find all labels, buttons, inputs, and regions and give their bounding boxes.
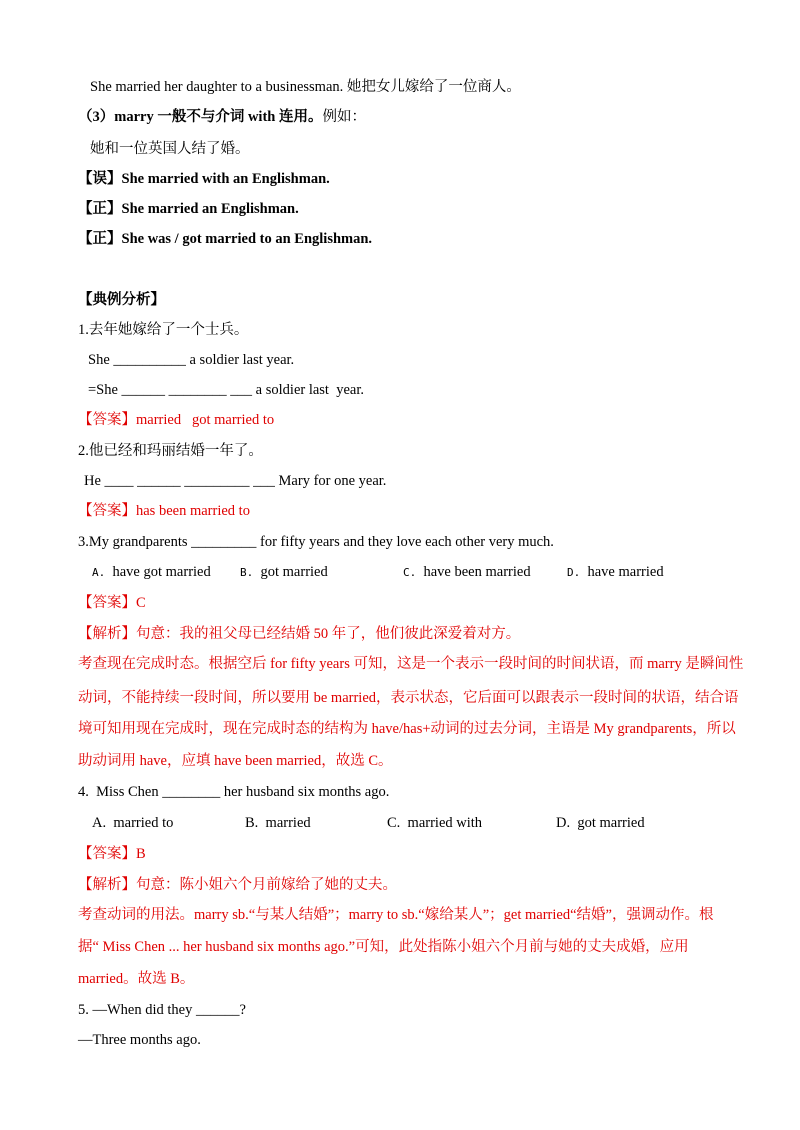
option-letter: D. [556, 815, 571, 831]
right-example-1: 【正】She married an Englishman. [78, 201, 299, 217]
q4-option-a [92, 814, 173, 832]
option-text: married [265, 815, 311, 831]
q3-analysis-line: 境可知用现在完成时，现在完成时态的结构为 have/has+动词的过去分词，主语是 My grandparents，所以 [78, 721, 736, 737]
q3-analysis-line: 考查现在完成时态。根据空后 for fifty years 可知，这是一个表示一段时间的时间状语，而 marry 是瞬间性 [78, 656, 744, 672]
option-text: got married [260, 564, 328, 580]
rule-3 [78, 108, 366, 126]
q3-option-c [403, 563, 531, 582]
q3-analysis-line: 助动词用 have，应填 have been married，故选 C。 [78, 753, 393, 769]
rule-3-text: （3）marry 一般不与介词 with 连用。 [78, 109, 323, 125]
option-text: have been married [423, 564, 531, 580]
q1-line1: She __________ a soldier last year. [88, 352, 295, 368]
option-letter: C. [403, 566, 417, 579]
q4-option-c [387, 814, 482, 832]
option-text: got married [577, 815, 645, 831]
q1-stem: 1.去年她嫁给了一个士兵。 [78, 322, 249, 338]
q4-analysis-line: 【解析】句意：陈小姐六个月前嫁给了她的丈夫。 [78, 877, 397, 893]
right-example-2: 【正】She was / got married to an Englishman. [78, 231, 373, 247]
option-letter: B. [245, 815, 259, 831]
section-title: 【典例分析】 [78, 292, 165, 308]
option-letter: C. [387, 815, 401, 831]
q4-option-b [245, 814, 311, 832]
option-letter: D. [567, 566, 581, 579]
q3-analysis-line: 【解析】句意：我的祖父母已经结婚 50 年了，他们彼此深爱着对方。 [78, 626, 521, 642]
q4-answer: 【答案】B [78, 846, 146, 862]
q5-line1: 5. —When did they ______? [78, 1002, 246, 1018]
option-text: have married [587, 564, 664, 580]
q3-analysis-line: 动词，不能持续一段时间，所以要用 be married，表示状态，它后面可以跟表示一段时间的状语，结合语 [78, 690, 739, 706]
option-text: married to [113, 815, 174, 831]
q3-option-a [92, 563, 211, 582]
q3-stem: 3.My grandparents _________ for fifty years and they love each other very much. [78, 534, 554, 550]
option-text: have got married [112, 564, 211, 580]
q2-answer: 【答案】has been married to [78, 503, 250, 519]
q4-stem: 4. Miss Chen ________ her husband six months ago. [78, 784, 390, 800]
q4-analysis-line: married。故选 B。 [78, 971, 195, 987]
q2-stem: 2.他已经和玛丽结婚一年了。 [78, 443, 263, 459]
q3-option-d [567, 563, 664, 582]
q4-analysis-line: 据“ Miss Chen ... her husband six months ago.”可知，此处指陈小姐六个月前与她的丈夫成婚，应用 [78, 939, 689, 955]
q3-option-b [240, 563, 328, 582]
option-text: married with [407, 815, 483, 831]
cn-sentence: 她和一位英国人结了婚。 [90, 141, 250, 157]
q4-analysis-line: 考查动词的用法。marry sb.“与某人结婚”；marry to sb.“嫁给某人”；get married“结婚”，强调动作。根 [78, 907, 714, 923]
rule-3-suffix: 例如： [322, 109, 366, 125]
option-letter: A. [92, 815, 107, 831]
q4-option-d [556, 814, 645, 832]
example-sentence: She married her daughter to a businessman. 她把女儿嫁给了一位商人。 [90, 79, 521, 95]
q1-line2: =She ______ ________ ___ a soldier last year. [88, 382, 364, 398]
q1-answer: 【答案】married got married to [78, 412, 275, 428]
option-letter: A. [92, 566, 106, 579]
q5-line2: —Three months ago. [78, 1032, 201, 1048]
wrong-example: 【误】She married with an Englishman. [78, 171, 330, 187]
q3-answer: 【答案】C [78, 595, 146, 611]
option-letter: B. [240, 566, 254, 579]
q2-line1: He ____ ______ _________ ___ Mary for one year. [84, 473, 387, 489]
